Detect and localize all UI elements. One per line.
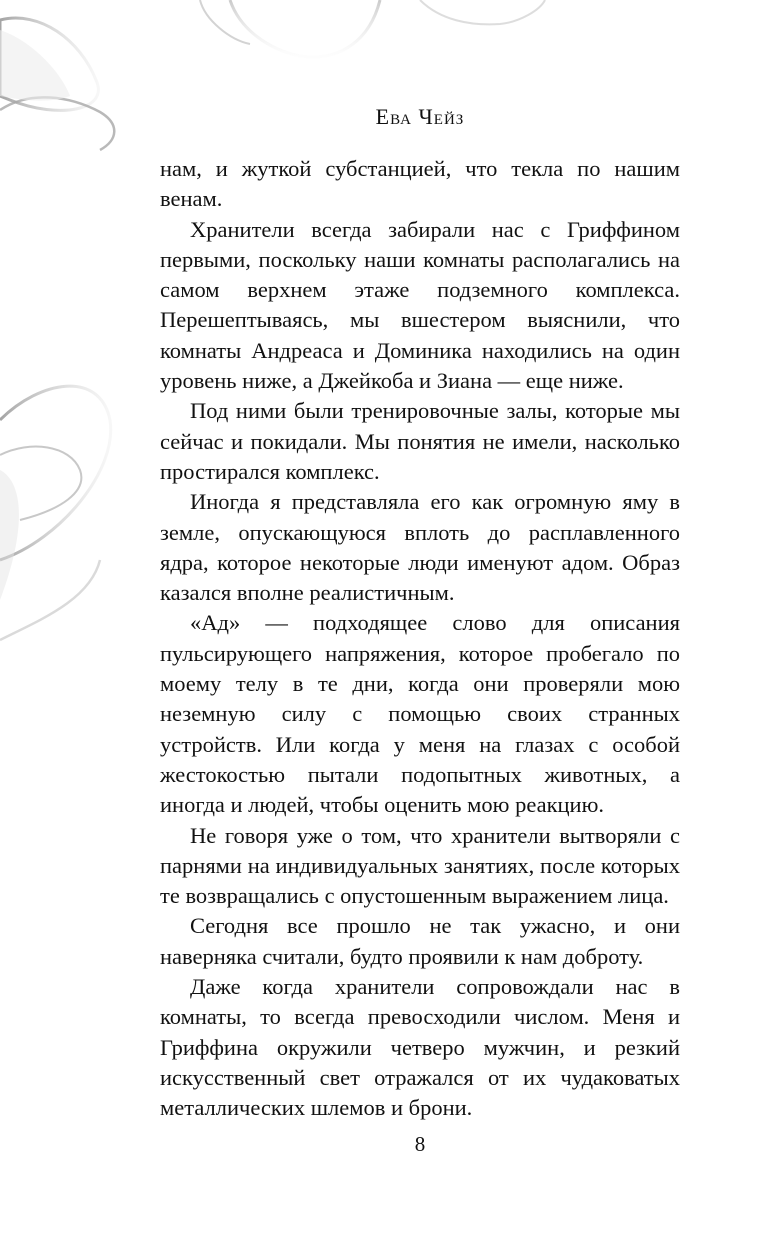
page-number: 8 xyxy=(414,1132,426,1156)
paragraph: Иногда я представляла его как огромную яму в земле, опускающуюся вплоть до расплавленного ядра, которое некоторые люди именуют адом. Образ казался вполне реалистичным. xyxy=(160,489,680,606)
ornament-petal-left-low xyxy=(0,560,100,640)
paragraph: Сегодня все прошло не так ужасно, и они наверняка считали, будто проявили к нам доброту. xyxy=(160,913,680,969)
paragraph: Даже когда хранители сопровождали нас в комнаты, то всегда превосходили числом. Меня и Гриффина окружили четверо мужчин, и резкий искусственный свет отражался от их чудаковатых металлических шлемов и брони. xyxy=(160,974,680,1121)
body-text xyxy=(160,154,680,1124)
ornament-petal-left-mid xyxy=(0,386,111,560)
paragraph: Хранители всегда забирали нас с Гриффином первыми, поскольку наши комнаты располагались на самом верхнем этаже подземного комплекса. Перешептываясь, мы вшестером выяснили, что комнаты Андреаса и Доминика находились на один уровень ниже, а Джейкоба и Зиана — еще ниже. xyxy=(160,216,680,394)
paragraph: «Ад» — подходящее слово для описания пульсирующего напряжения, которое пробегало по моему телу в те дни, когда они проверяли мою неземную силу с помощью своих странных устройств. Или когда у меня на глазах с особой жестокостью пытали подопытных животных, а иногда и людей, чтобы оценить мою реакцию. xyxy=(160,610,680,818)
paragraph: нам, и жуткой субстанцией, что текла по нашим венам. xyxy=(160,156,680,212)
ornament-petal-top-bump xyxy=(200,0,250,44)
ornament-petal-top-center xyxy=(230,0,380,57)
ornament-petal-top-shade xyxy=(0,30,70,101)
ornament-petal-top-right xyxy=(420,0,545,24)
ornament-petal-top-left xyxy=(0,18,98,110)
paragraph: Под ними были тренировочные залы, которые мы сейчас и покидали. Мы понятия не имели, насколько простирался комплекс. xyxy=(160,398,680,484)
paragraph: Не говоря уже о том, что хранители вытворяли с парнями на индивидуальных занятиях, после которых те возвращались с опустошенным выражением лица. xyxy=(160,822,680,909)
ornament-petal-left-inner xyxy=(0,447,81,520)
running-header: Ева Чейз xyxy=(375,104,465,129)
ornament-petal-top-stem xyxy=(0,97,114,150)
ornament-petal-left-shade xyxy=(0,470,19,600)
